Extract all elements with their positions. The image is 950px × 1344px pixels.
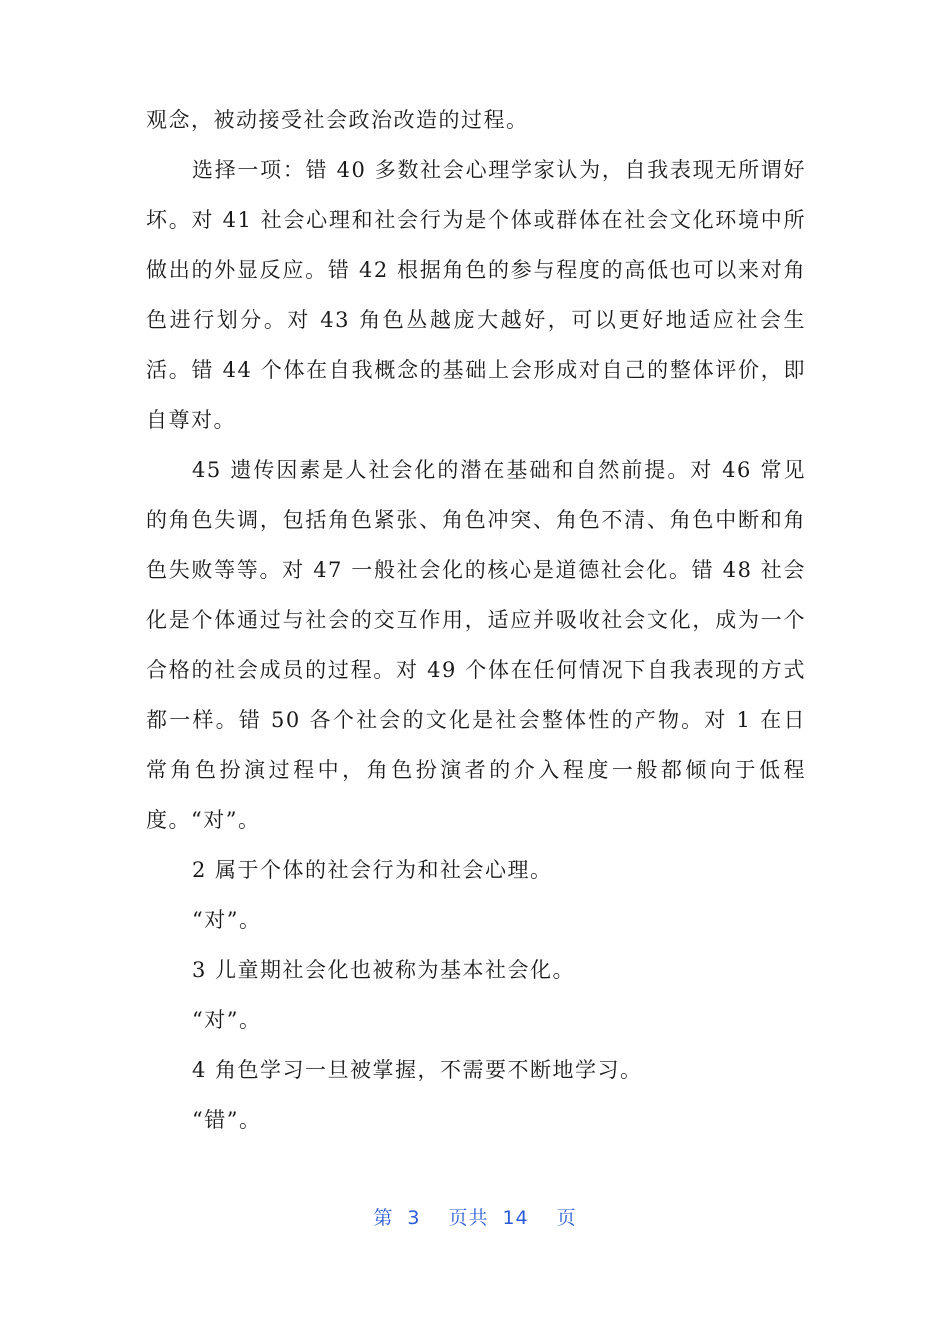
paragraph-7: “对”。 bbox=[192, 1008, 262, 1032]
footer-current-page: 3 bbox=[407, 1207, 421, 1229]
paragraph-9: “错”。 bbox=[192, 1108, 262, 1132]
footer-suffix: 页 bbox=[556, 1207, 577, 1229]
paragraph-2: 选择一项：错 40 多数社会心理学家认为，自我表现无所谓好坏。对 41 社会心理和社会行为是个体或群体在社会文化环境中所做出的外显反应。错 42 根据角色的参与程度的高低也可以来对角色进行划分。对 43 角色丛越庞大越好，可以更好地适应社会生活。错 44 个体在自我概念的基础上会形成对自己的整体评价，即自尊对。 bbox=[146, 158, 806, 432]
paragraph-3: 45 遗传因素是人社会化的潜在基础和自然前提。对 46 常见的角色失调，包括角色紧张、角色冲突、角色不清、角色中断和角色失败等等。对 47 一般社会化的核心是道德社会化。错 48 社会化是个体通过与社会的交互作用，适应并吸收社会文化，成为一个合格的社会成员的过程。对 49 个体在任何情况下自我表现的方式都一样。错 50 各个社会的文化是社会整体性的产物。对 1 在日常角色扮演过程中，角色扮演者的介入程度一般都倾向于低程度。“对”。 bbox=[146, 458, 806, 832]
paragraph-4: 2 属于个体的社会行为和社会心理。 bbox=[192, 858, 553, 882]
paragraph-1: 观念，被动接受社会政治改造的过程。 bbox=[146, 108, 529, 132]
page-footer bbox=[0, 1203, 950, 1230]
body-text bbox=[146, 95, 806, 1145]
paragraph-6: 3 儿童期社会化也被称为基本社会化。 bbox=[192, 958, 576, 982]
footer-total-pages: 14 bbox=[502, 1207, 529, 1229]
footer-prefix: 第 bbox=[373, 1207, 394, 1229]
paragraph-8: 4 角色学习一旦被掌握，不需要不断地学习。 bbox=[192, 1058, 643, 1082]
paragraph-5: “对”。 bbox=[192, 908, 262, 932]
footer-middle: 页共 bbox=[448, 1207, 489, 1229]
